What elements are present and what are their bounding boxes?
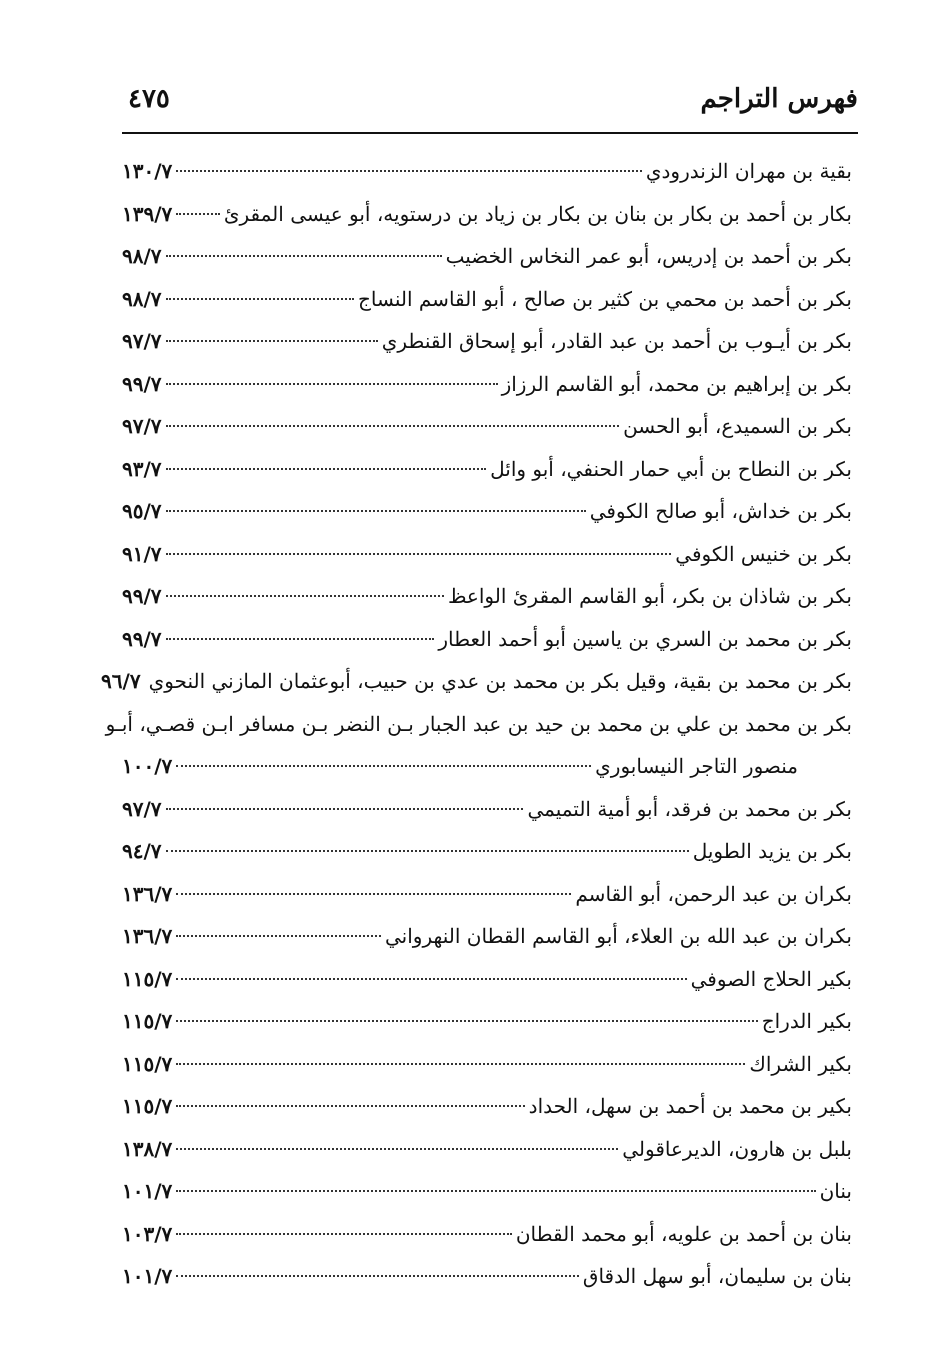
dot-leader: [166, 425, 620, 427]
index-entry: [122, 193, 852, 236]
index-entry: [122, 405, 852, 448]
entry-reference: ٩٧/٧: [122, 796, 162, 821]
index-entry: [122, 320, 852, 363]
entry-name: بكر بن خداش، أبو صالح الكوفي: [589, 499, 852, 523]
entry-name: بكر بن محمد بن السري بن ياسين أبو أحمد العطار: [438, 626, 852, 651]
entry-reference: ٩١/٧: [122, 541, 162, 566]
dot-leader: [176, 1105, 524, 1107]
index-entry: [122, 448, 852, 491]
index-entry: [122, 1213, 852, 1256]
page-header: [122, 78, 858, 126]
entry-name: بكار بن أحمد بن بكار بن بنان بن بكار بن زياد بن درستويه، أبو عيسى المقرئ: [223, 201, 852, 226]
dot-leader: [166, 383, 498, 385]
dot-leader: [166, 340, 378, 342]
entry-name: بقية بن مهران الزندرودي: [645, 159, 852, 183]
entry-reference: ١٠٣/٧: [122, 1221, 173, 1246]
dot-leader: [176, 1275, 579, 1277]
entry-reference: ١١٥/٧: [122, 1051, 173, 1076]
index-entry: [122, 830, 852, 873]
entry-reference: ٩٩/٧: [122, 626, 162, 651]
index-entry: [122, 363, 852, 406]
index-entry: [122, 1085, 852, 1128]
index-entry: [122, 1000, 852, 1043]
entry-reference: ١٣٨/٧: [122, 1136, 173, 1161]
index-entry: [122, 278, 852, 321]
dot-leader: [176, 1063, 745, 1065]
dot-leader: [166, 808, 524, 810]
entry-reference: ٩٩/٧: [122, 584, 162, 608]
dot-leader: [166, 468, 487, 470]
entry-name: منصور التاجر النيسابوري: [595, 754, 798, 778]
entry-reference: ١٣٠/٧: [122, 159, 173, 183]
dot-leader: [176, 1148, 618, 1150]
entry-reference: ٩٨/٧: [122, 244, 162, 268]
page-title: فهرس التراجم: [700, 84, 858, 114]
index-entry: [122, 745, 852, 788]
entry-reference: ٩٦/٧: [101, 669, 141, 693]
entry-name: بنان: [819, 1179, 852, 1203]
entry-reference: ١٣٦/٧: [122, 881, 173, 906]
entry-name: بكر بن شاذان بن بكر، أبو القاسم المقرئ الواعظ: [447, 584, 852, 608]
entry-name: بكر بن محمد بن فرقد، أبو أمية التميمي: [527, 796, 852, 821]
dot-leader: [166, 850, 689, 852]
entry-name: بنان بن سليمان، أبو سهل الدقاق: [582, 1264, 852, 1288]
dot-leader: [176, 765, 591, 767]
index-entry: [122, 533, 852, 576]
entry-name: بكر بن خنيس الكوفي: [675, 541, 852, 566]
entry-name: بكر بن محمد بن علي بن محمد بن حيد بن عبد الجبار بـن النضر بـن مسافر ابـن قصـي، أبـو: [105, 711, 852, 736]
entry-reference: ١٠١/٧: [122, 1264, 173, 1288]
dot-leader: [176, 1190, 815, 1192]
dot-leader: [176, 170, 642, 172]
entry-name: بكران بن عبد الرحمن، أبو القاسم: [575, 881, 852, 906]
entry-name: بكير الدراج: [761, 1009, 852, 1033]
entry-name: بكر بن أحمد بن محمي بن كثير بن صالح ، أبو القاسم النساج: [357, 286, 852, 311]
dot-leader: [176, 213, 220, 215]
entry-reference: ١٣٦/٧: [122, 924, 173, 948]
dot-leader: [176, 935, 381, 937]
entry-name: بكير الشراك: [749, 1051, 852, 1076]
entry-name: بكير بن محمد بن أحمد بن سهل، الحداد: [528, 1094, 852, 1118]
entry-reference: ١١٥/٧: [122, 966, 173, 991]
index-entry: [122, 958, 852, 1001]
dot-leader: [176, 1020, 757, 1022]
index-entry: [122, 150, 852, 193]
entry-reference: ١١٥/٧: [122, 1009, 173, 1033]
dot-leader: [176, 978, 686, 980]
dot-leader: [166, 255, 442, 257]
entry-reference: ١٠١/٧: [122, 1179, 173, 1203]
index-entry: [122, 788, 852, 831]
entry-name: بكر بن أحمد بن إدريس، أبو عمر النخاس الخضيب: [445, 244, 852, 268]
entry-name: بكير الحلاج الصوفي: [690, 966, 852, 991]
entry-reference: ٩٧/٧: [122, 414, 162, 438]
dot-leader: [166, 298, 354, 300]
index-entry: [122, 1255, 852, 1298]
index-entry: [122, 235, 852, 278]
dot-leader: [166, 553, 672, 555]
entry-reference: ٩٥/٧: [122, 499, 162, 523]
page-number: ٤٧٥: [128, 84, 170, 114]
entry-name: بكر بن يزيد الطويل: [692, 839, 852, 863]
index-entry: [122, 618, 852, 661]
entry-reference: ١٠٠/٧: [122, 754, 173, 778]
entry-reference: ٩٤/٧: [122, 839, 162, 863]
index-entry: [122, 1170, 852, 1213]
entry-reference: ١٣٩/٧: [122, 201, 173, 226]
index-entry: [122, 873, 852, 916]
header-rule: [122, 132, 858, 134]
entry-name: بكر بن أيـوب بن أحمد بن عبد القادر، أبو إسحاق القنطري: [381, 329, 852, 353]
index-entry: [101, 660, 852, 703]
index-entry: [105, 703, 852, 746]
dot-leader: [166, 510, 586, 512]
index-entry: [122, 490, 852, 533]
dot-leader: [176, 893, 571, 895]
biography-index-list: [101, 150, 852, 1298]
entry-name: بكر بن السميدع، أبو الحسن: [623, 414, 852, 438]
entry-reference: ٩٨/٧: [122, 286, 162, 311]
entry-name: بكر بن محمد بن بقية، وقيل بكر بن محمد بن عدي بن حبيب، أبوعثمان المازني النحوي: [148, 669, 852, 693]
index-entry: [122, 1043, 852, 1086]
entry-name: بكر بن النطاح بن أبي حمار الحنفي، أبو وائل: [490, 456, 852, 481]
index-entry: [122, 1128, 852, 1171]
index-entry: [122, 575, 852, 618]
entry-reference: ٩٩/٧: [122, 371, 162, 396]
entry-name: بكر بن إبراهيم بن محمد، أبو القاسم الرزاز: [501, 371, 852, 396]
entry-name: بنان بن أحمد بن علويه، أبو محمد القطان: [515, 1221, 852, 1246]
dot-leader: [166, 638, 435, 640]
entry-name: بكران بن عبد الله بن العلاء، أبو القاسم القطان النهرواني: [385, 924, 852, 948]
entry-reference: ٩٣/٧: [122, 456, 162, 481]
entry-reference: ١١٥/٧: [122, 1094, 173, 1118]
dot-leader: [176, 1233, 512, 1235]
index-entry: [122, 915, 852, 958]
dot-leader: [166, 595, 444, 597]
entry-name: بلبل بن هارون، الديرعاقولي: [622, 1136, 852, 1161]
entry-reference: ٩٧/٧: [122, 329, 162, 353]
